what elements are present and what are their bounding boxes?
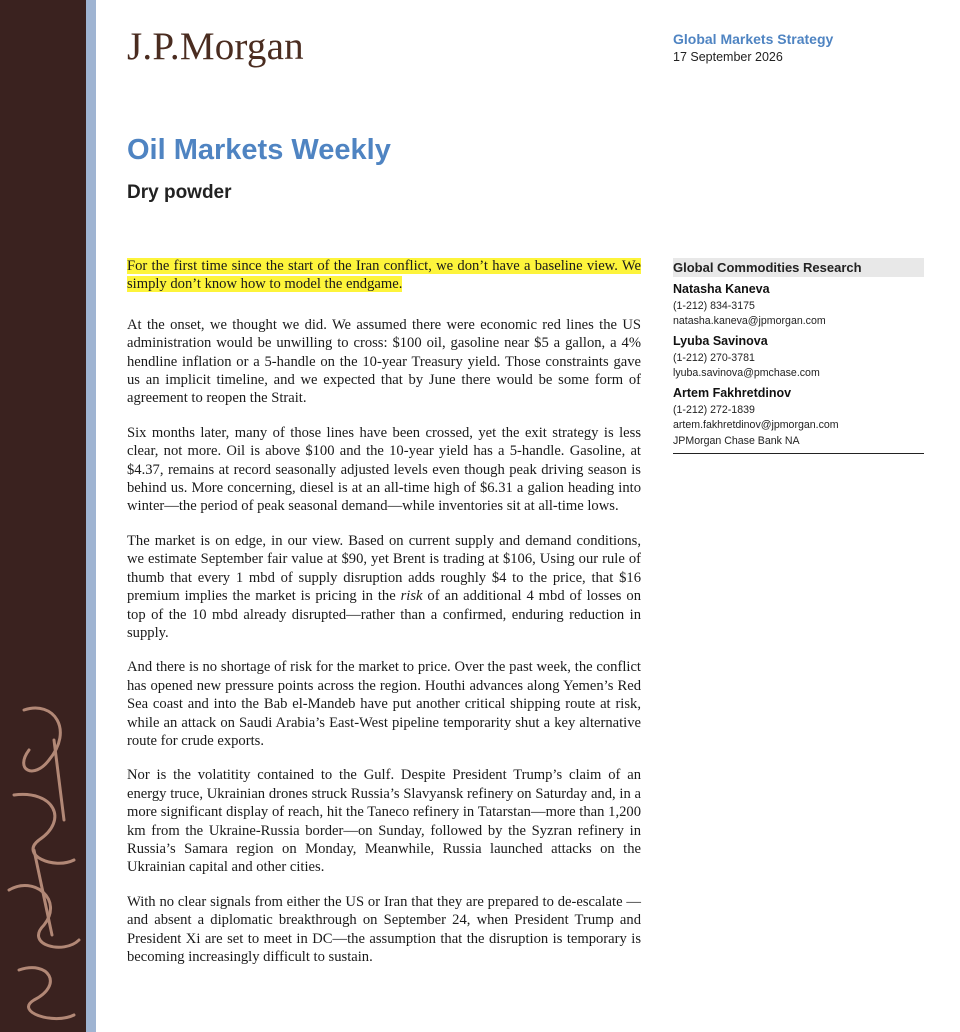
bank-entity: JPMorgan Chase Bank NA [673,435,800,447]
research-group-heading: Global Commodities Research [673,258,924,277]
body-paragraph-6: With no clear signals from either the US or Iran that they are prepared to de-escalate —and absent a diplomatic breakthrough on September 24, when President Trump and President Xi are set to meet in DC—the assumption that the disruption is temporary is becoming increasingly difficult to sustain. [127,893,641,965]
author-phone: (1-212) 272-1839 [673,404,755,416]
author-entry [673,334,924,380]
author-phone: (1-212) 834-3175 [673,300,755,312]
report-header-meta [673,31,833,64]
sidebar-divider [673,453,924,454]
body-paragraph-4: And there is no shortage of risk for the market to price. Over the past week, the conflict has opened new pressure points across the region. Houthi advances along Yemen’s Red Sea coast and into the Bab el-Mandeb have put another critical shipping route at risk, while an attack on Saudi Arabia’s East-West pipeline temporarity shut a key alternative route for crude exports. [127,659,641,749]
paragraph-3-text-end: of an additional 4 mbd of losses on top of the 10 mbd already disrupted—rather than a confirmed, enduring reduction in supply. [127,588,641,641]
report-title: Oil Markets Weekly [127,134,391,166]
body-paragraph-2: Six months later, many of those lines have been crossed, yet the exit strategy is less clear, not more. Oil is above $100 and the 10-year yield has a 5-handle. Gasoline, at $4.37, remains at record seasonally adjusted levels even though peak driving season is behind us. More concerning, diesel is at an all-time high of $6.31 a galion heading into winter—the period of peak seasonal demand—while inventories sit at all-time lows. [127,424,641,515]
body-paragraph-1: At the onset, we thought we did. We assumed there were economic red lines the US administration would be unwilling to cross: $100 oil, gasoline near $5 a gallon, a 4% hendline inflation or a 5-handle on the 10-year Treasury yield. Those constraints gave us an implicit timeline, and we expected that by June there would be some form of agreement to reopen the Strait. [127,316,641,407]
lead-highlight: For the first time since the start of the Iran conflict, we don’t have a baseline view. We simply don’t know how to model the endgame. [127,258,641,293]
author-entry [673,386,924,432]
authors-sidebar [673,258,924,454]
author-name: Lyuba Savinova [673,334,768,348]
author-name: Artem Fakhretdinov [673,386,792,400]
division-name: Global Markets Strategy [673,31,834,47]
jpmorgan-script-watermark [0,700,94,1030]
risk-emphasis: risk [400,588,423,605]
report-date: 17 September 2026 [673,50,783,64]
author-email[interactable]: lyuba.savinova@pmchase.com [673,366,820,379]
author-phone: (1-212) 270-3781 [673,352,755,364]
body-paragraph-3 [127,532,641,642]
author-email[interactable]: artem.fakhretdinov@jpmorgan.com [673,418,839,431]
author-entry [673,282,924,328]
body-paragraph-5: Nor is the volatitity contained to the Gulf. Despite President Trump’s claim of an energy truce, Ukrainian drones struck Russia’s Slavyansk refinery on Saturday and, in a more significant display of reach, hit the Taneco refinery in Tatarstan—more than 1,200 km from the Ukraine-Russia border—on Sunday, followed by the Syzran refinery in Russia’s Samara region on Monday, Meanwhile, Russia launched attacks on the Ukrainian capital and other cities. [127,767,641,876]
jpmorgan-logo: J.P.Morgan [127,25,304,68]
author-email[interactable]: natasha.kaneva@jpmorgan.com [673,314,826,327]
report-subtitle: Dry powder [127,182,232,203]
paragraph-3-text-start: The market is on edge, in our view. Based on current supply and demand conditions, we estimate September fair value at $90, yet Brent is trading at $106, Using our rule of thumb that every 1 mbd of supply disruption adds roughly $4 to the price, that $16 premium implies the market is pricing in the [127,532,641,605]
author-name: Natasha Kaneva [673,282,770,296]
lead-paragraph [127,257,641,294]
report-body [127,257,641,982]
